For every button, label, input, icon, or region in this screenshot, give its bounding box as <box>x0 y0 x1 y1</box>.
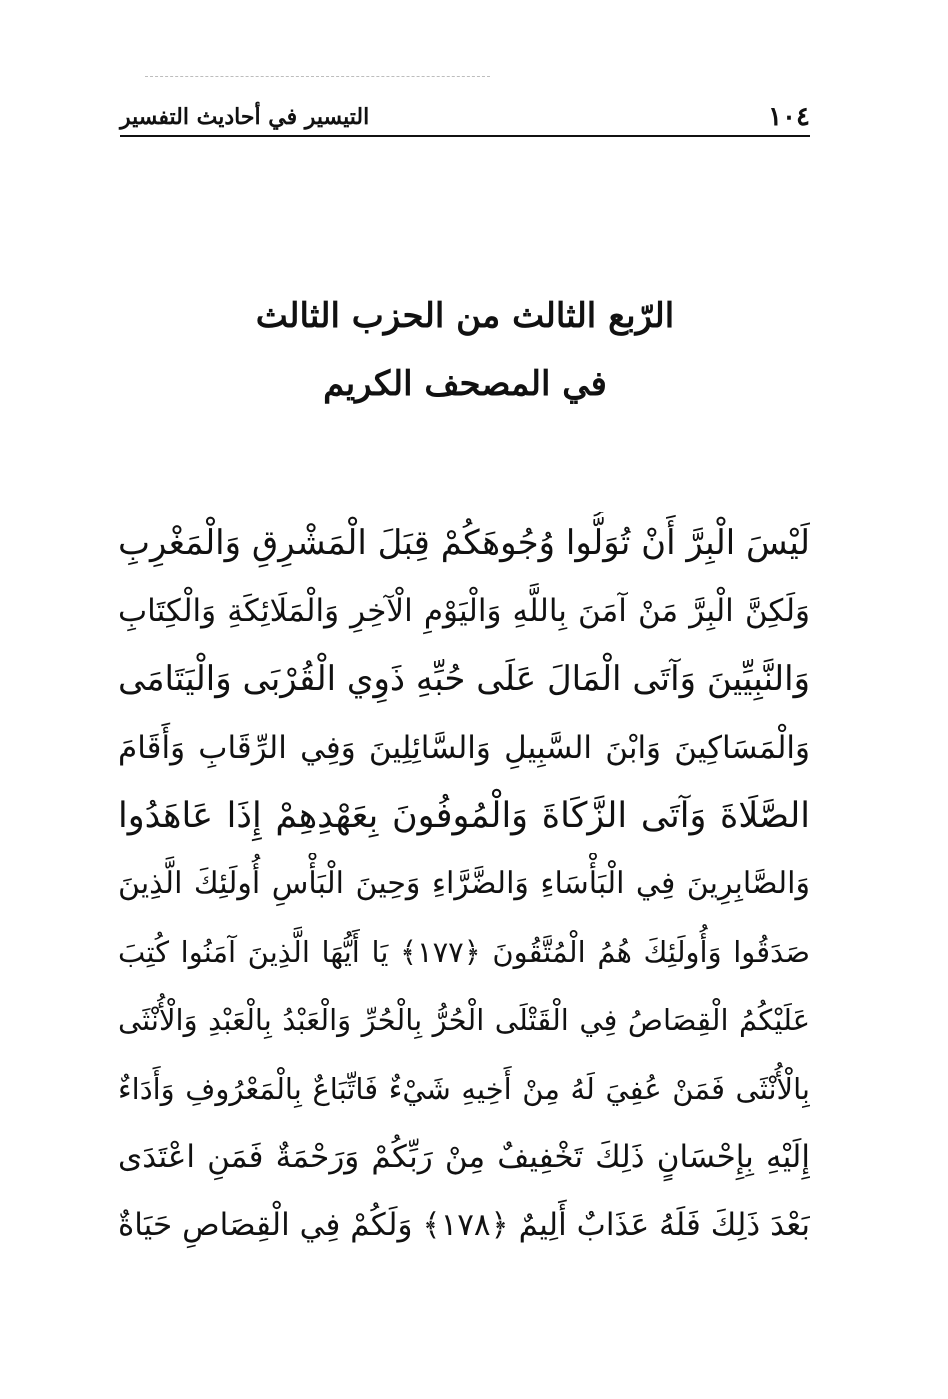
top-scan-line <box>145 76 490 77</box>
verse-line: وَلَكِنَّ الْبِرَّ مَنْ آمَنَ بِاللَّهِ وَالْيَوْمِ الْآخِرِ وَالْمَلَائِكَةِ وَالْكِتَابِ <box>118 593 810 630</box>
verse-line: بِالْأُنْثَى فَمَنْ عُفِيَ لَهُ مِنْ أَخِيهِ شَيْءٌ فَاتِّبَاعٌ بِالْمَعْرُوفِ وَأَدَاءٌ <box>118 1071 810 1106</box>
verse-line: عَلَيْكُمُ الْقِصَاصُ فِي الْقَتْلَى الْحُرُّ بِالْحُرِّ وَالْعَبْدُ بِالْعَبْدِ وَالْأُنْثَى <box>118 1003 810 1038</box>
verse-line: بَعْدَ ذَلِكَ فَلَهُ عَذَابٌ أَلِيمٌ ﴿١٧٨﴾ وَلَكُمْ فِي الْقِصَاصِ حَيَاةٌ <box>118 1206 810 1243</box>
header-divider <box>120 135 810 137</box>
page-number: ١٠٤ <box>768 102 810 132</box>
running-title: التيسير في أحاديث التفسير <box>120 104 370 130</box>
quran-verses <box>118 512 810 1262</box>
page-header <box>120 100 810 134</box>
verse-line: وَالنَّبِيِّينَ وَآتَى الْمَالَ عَلَى حُبِّهِ ذَوِي الْقُرْبَى وَالْيَتَامَى <box>118 659 810 700</box>
verse-line: صَدَقُوا وَأُولَئِكَ هُمُ الْمُتَّقُونَ ﴿١٧٧﴾ يَا أَيُّهَا الَّذِينَ آمَنُوا كُتِبَ <box>118 935 810 970</box>
verse-line: لَيْسَ الْبِرَّ أَنْ تُوَلُّوا وُجُوهَكُمْ قِبَلَ الْمَشْرِقِ وَالْمَغْرِبِ <box>118 523 810 563</box>
verse-line: الصَّلَاةَ وَآتَى الزَّكَاةَ وَالْمُوفُونَ بِعَهْدِهِمْ إِذَا عَاهَدُوا <box>118 795 810 836</box>
verse-line: إِلَيْهِ بِإِحْسَانٍ ذَلِكَ تَخْفِيفٌ مِنْ رَبِّكُمْ وَرَحْمَةٌ فَمَنِ اعْتَدَى <box>118 1138 810 1175</box>
verse-line: وَالْمَسَاكِينَ وَابْنَ السَّبِيلِ وَالسَّائِلِينَ وَفِي الرِّقَابِ وَأَقَامَ <box>118 729 810 766</box>
verse-line: وَالصَّابِرِينَ فِي الْبَأْسَاءِ وَالضَّرَّاءِ وَحِينَ الْبَأْسِ أُولَئِكَ الَّذِينَ <box>118 865 810 901</box>
section-title-line-2: في المصحف الكريم <box>323 364 607 404</box>
section-title-line-1: الرّبع الثالث من الحزب الثالث <box>255 296 675 336</box>
